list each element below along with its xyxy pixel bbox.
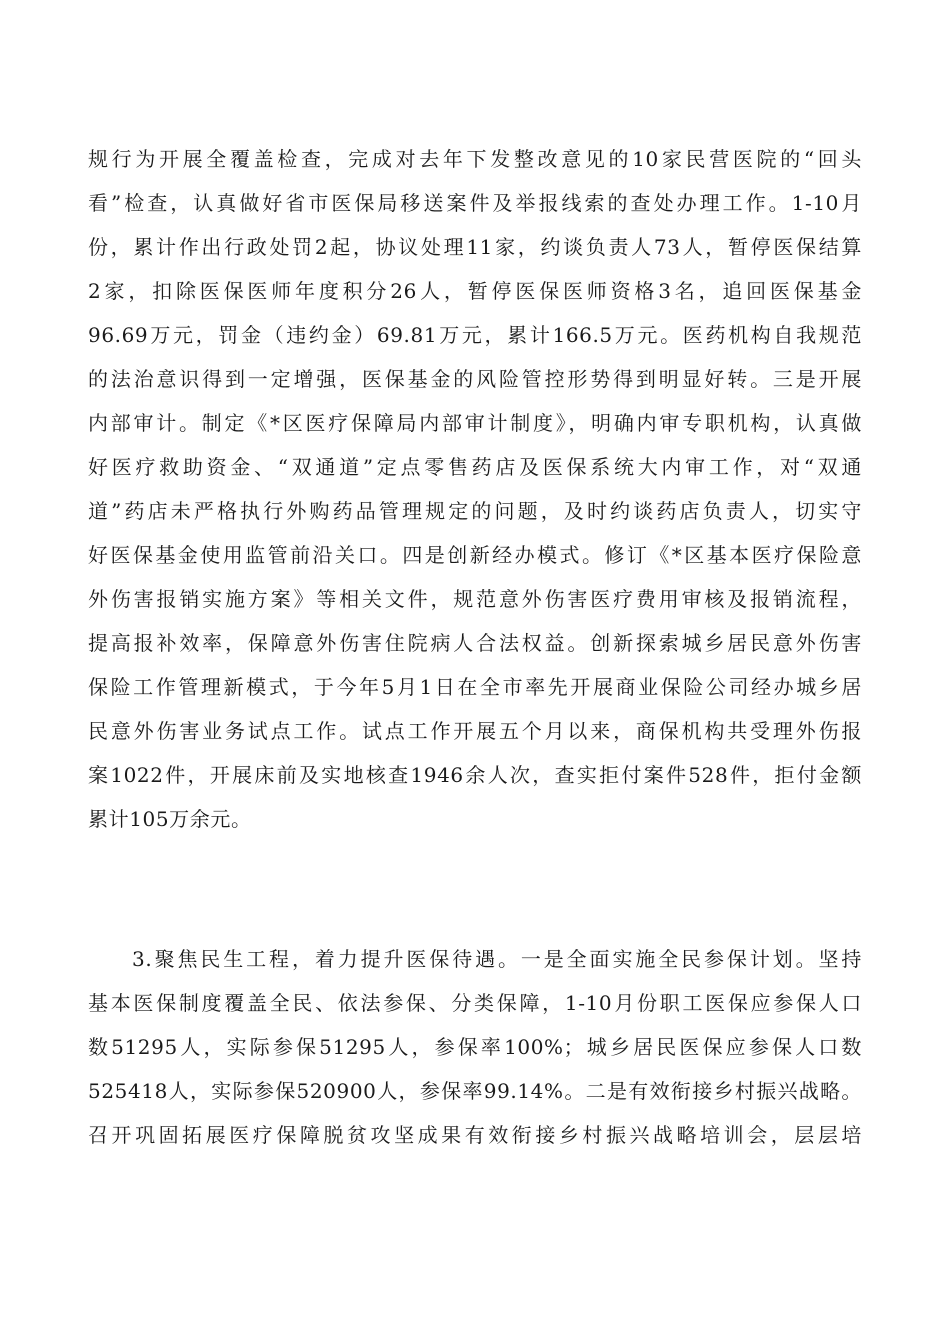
paragraph-line: 的法治意识得到一定增强，医保基金的风险管控形势得到明显好转。三是开展 xyxy=(88,367,862,391)
paragraph-line: 基本医保制度覆盖全民、依法参保、分类保障，1-10月份职工医保应参保人口 xyxy=(88,991,862,1015)
paragraph-line: 召开巩固拓展医疗保障脱贫攻坚成果有效衔接乡村振兴战略培训会，层层培 xyxy=(88,1123,862,1147)
paragraph-line: 案1022件，开展床前及实地核查1946余人次，查实拒付案件528件，拒付金额 xyxy=(88,763,862,787)
paragraph-line: 2家，扣除医保医师年度积分26人，暂停医保医师资格3名，追回医保基金 xyxy=(88,279,862,303)
paragraph-line: 内部审计。制定《*区医疗保障局内部审计制度》，明确内审专职机构，认真做 xyxy=(88,411,862,435)
paragraph-line: 数51295人，实际参保51295人，参保率100%；城乡居民医保应参保人口数 xyxy=(88,1035,862,1059)
paragraph-line: 外伤害报销实施方案》等相关文件，规范意外伤害医疗费用审核及报销流程， xyxy=(88,587,862,611)
paragraph-line: 民意外伤害业务试点工作。试点工作开展五个月以来，商保机构共受理外伤报 xyxy=(88,719,862,743)
paragraph-line: 累计105万余元。 xyxy=(88,807,252,831)
paragraph-line: 道”药店未严格执行外购药品管理规定的问题，及时约谈药店负责人，切实守 xyxy=(88,499,862,523)
paragraph-line: 份，累计作出行政处罚2起，协议处理11家，约谈负责人73人，暂停医保结算 xyxy=(88,235,862,259)
paragraph-line: 规行为开展全覆盖检查，完成对去年下发整改意见的10家民营医院的“回头 xyxy=(88,147,862,171)
paragraph-line: 好医疗救助资金、“双通道”定点零售药店及医保系统大内审工作，对“双通 xyxy=(88,455,862,479)
paragraph-line: 保险工作管理新模式，于今年5月1日在全市率先开展商业保险公司经办城乡居 xyxy=(88,675,862,699)
paragraph-1 xyxy=(88,137,862,841)
paragraph-line: 96.69万元，罚金（违约金）69.81万元，累计166.5万元。医药机构自我规范 xyxy=(88,323,862,347)
paragraph-2 xyxy=(88,937,862,1157)
paragraph-line: 3.聚焦民生工程，着力提升医保待遇。一是全面实施全民参保计划。坚持 xyxy=(132,947,862,971)
paragraph-line: 看”检查，认真做好省市医保局移送案件及举报线索的查处办理工作。1-10月 xyxy=(88,191,862,215)
paragraph-line: 525418人，实际参保520900人，参保率99.14%。二是有效衔接乡村振兴战略。 xyxy=(88,1079,862,1103)
paragraph-line: 好医保基金使用监管前沿关口。四是创新经办模式。修订《*区基本医疗保险意 xyxy=(88,543,862,567)
paragraph-line: 提高报补效率，保障意外伤害住院病人合法权益。创新探索城乡居民意外伤害 xyxy=(88,631,862,655)
